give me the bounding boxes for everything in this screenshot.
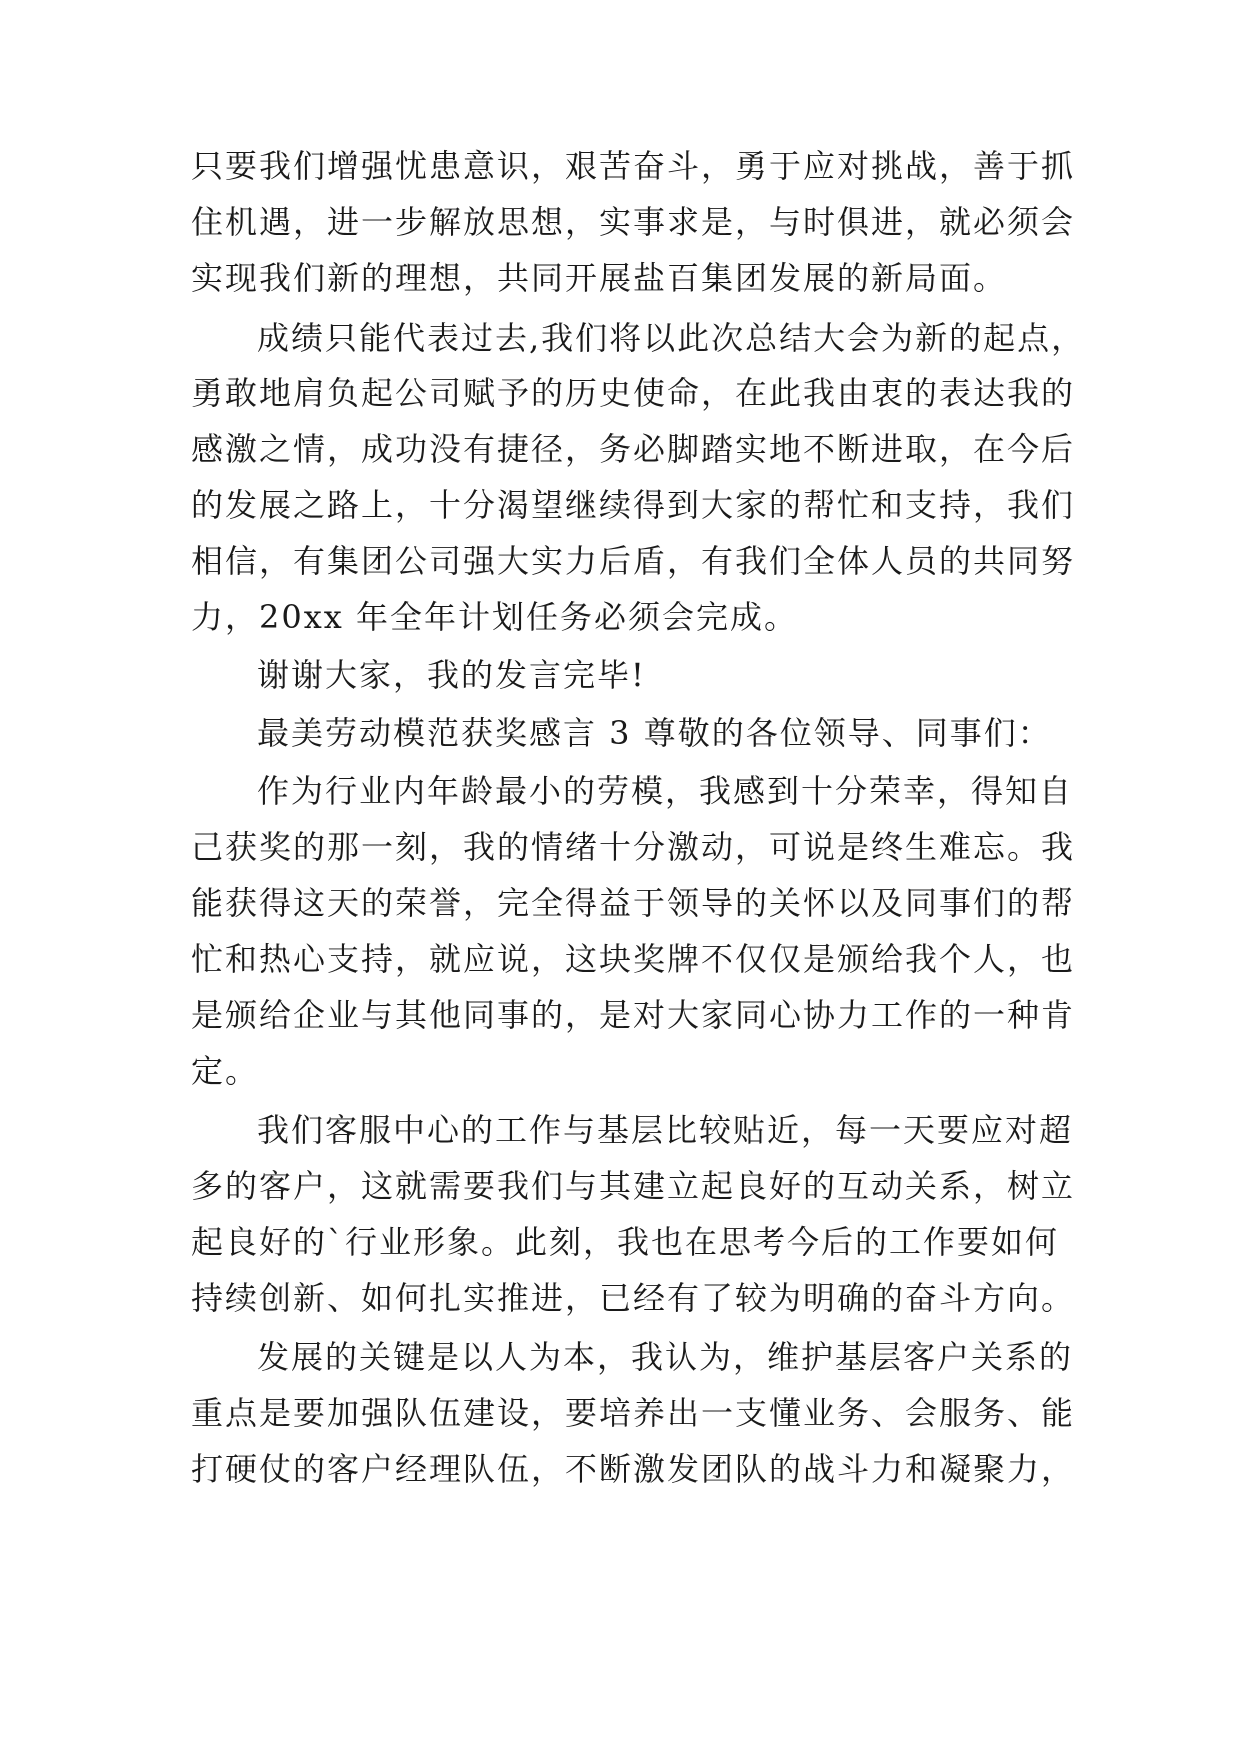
text-line: 我们客服中心的工作与基层比较贴近，每一天要应对超: [257, 1111, 1074, 1149]
text-line: 打硬仗的客户经理队伍，不断激发团队的战斗力和凝聚力，: [191, 1450, 1076, 1488]
text-line: 定。: [191, 1052, 260, 1090]
text-line: 的发展之路上，十分渴望继续得到大家的帮忙和支持，我们: [191, 486, 1076, 524]
text-line: 只要我们增强忧患意识，艰苦奋斗，勇于应对挑战，善于抓: [191, 147, 1076, 185]
text-line: 忙和热心支持，就应说，这块奖牌不仅仅是颁给我个人，也: [191, 940, 1076, 978]
text-line: 实现我们新的理想，共同开展盐百集团发展的新局面。: [191, 259, 1008, 297]
text-line: 成绩只能代表过去,我们将以此次总结大会为新的起点，: [257, 319, 1086, 357]
text-line: 谢谢大家，我的发言完毕!: [257, 656, 646, 694]
text-line: 是颁给企业与其他同事的，是对大家同心协力工作的一种肯: [191, 996, 1076, 1034]
text-line: 相信，有集团公司强大实力后盾，有我们全体人员的共同努: [191, 542, 1076, 580]
text-line: 作为行业内年龄最小的劳模，我感到十分荣幸，得知自: [257, 772, 1074, 810]
text-line: 勇敢地肩负起公司赋予的历史使命，在此我由衷的表达我的: [191, 374, 1076, 412]
text-line: 己获奖的那一刻，我的情绪十分激动，可说是终生难忘。我: [191, 828, 1076, 866]
text-line: 能获得这天的荣誉，完全得益于领导的关怀以及同事们的帮: [191, 884, 1076, 922]
text-line: 持续创新、如何扎实推进，已经有了较为明确的奋斗方向。: [191, 1279, 1076, 1317]
text-line: 多的客户，这就需要我们与其建立起良好的互动关系，树立: [191, 1167, 1076, 1205]
text-line: 住机遇，进一步解放思想，实事求是，与时俱进，就必须会: [191, 203, 1076, 241]
text-line: 重点是要加强队伍建设，要培养出一支懂业务、会服务、能: [191, 1394, 1076, 1432]
text-line: 感激之情，成功没有捷径，务必脚踏实地不断进取，在今后: [191, 430, 1076, 468]
text-line: 起良好的`行业形象。此刻，我也在思考今后的工作要如何: [191, 1223, 1060, 1261]
text-line: 力，20xx 年全年计划任务必须会完成。: [191, 598, 798, 636]
text-line: 发展的关键是以人为本，我认为，维护基层客户关系的: [257, 1338, 1074, 1376]
text-line: 最美劳动模范获奖感言 3 尊敬的各位领导、同事们：: [257, 714, 1052, 752]
